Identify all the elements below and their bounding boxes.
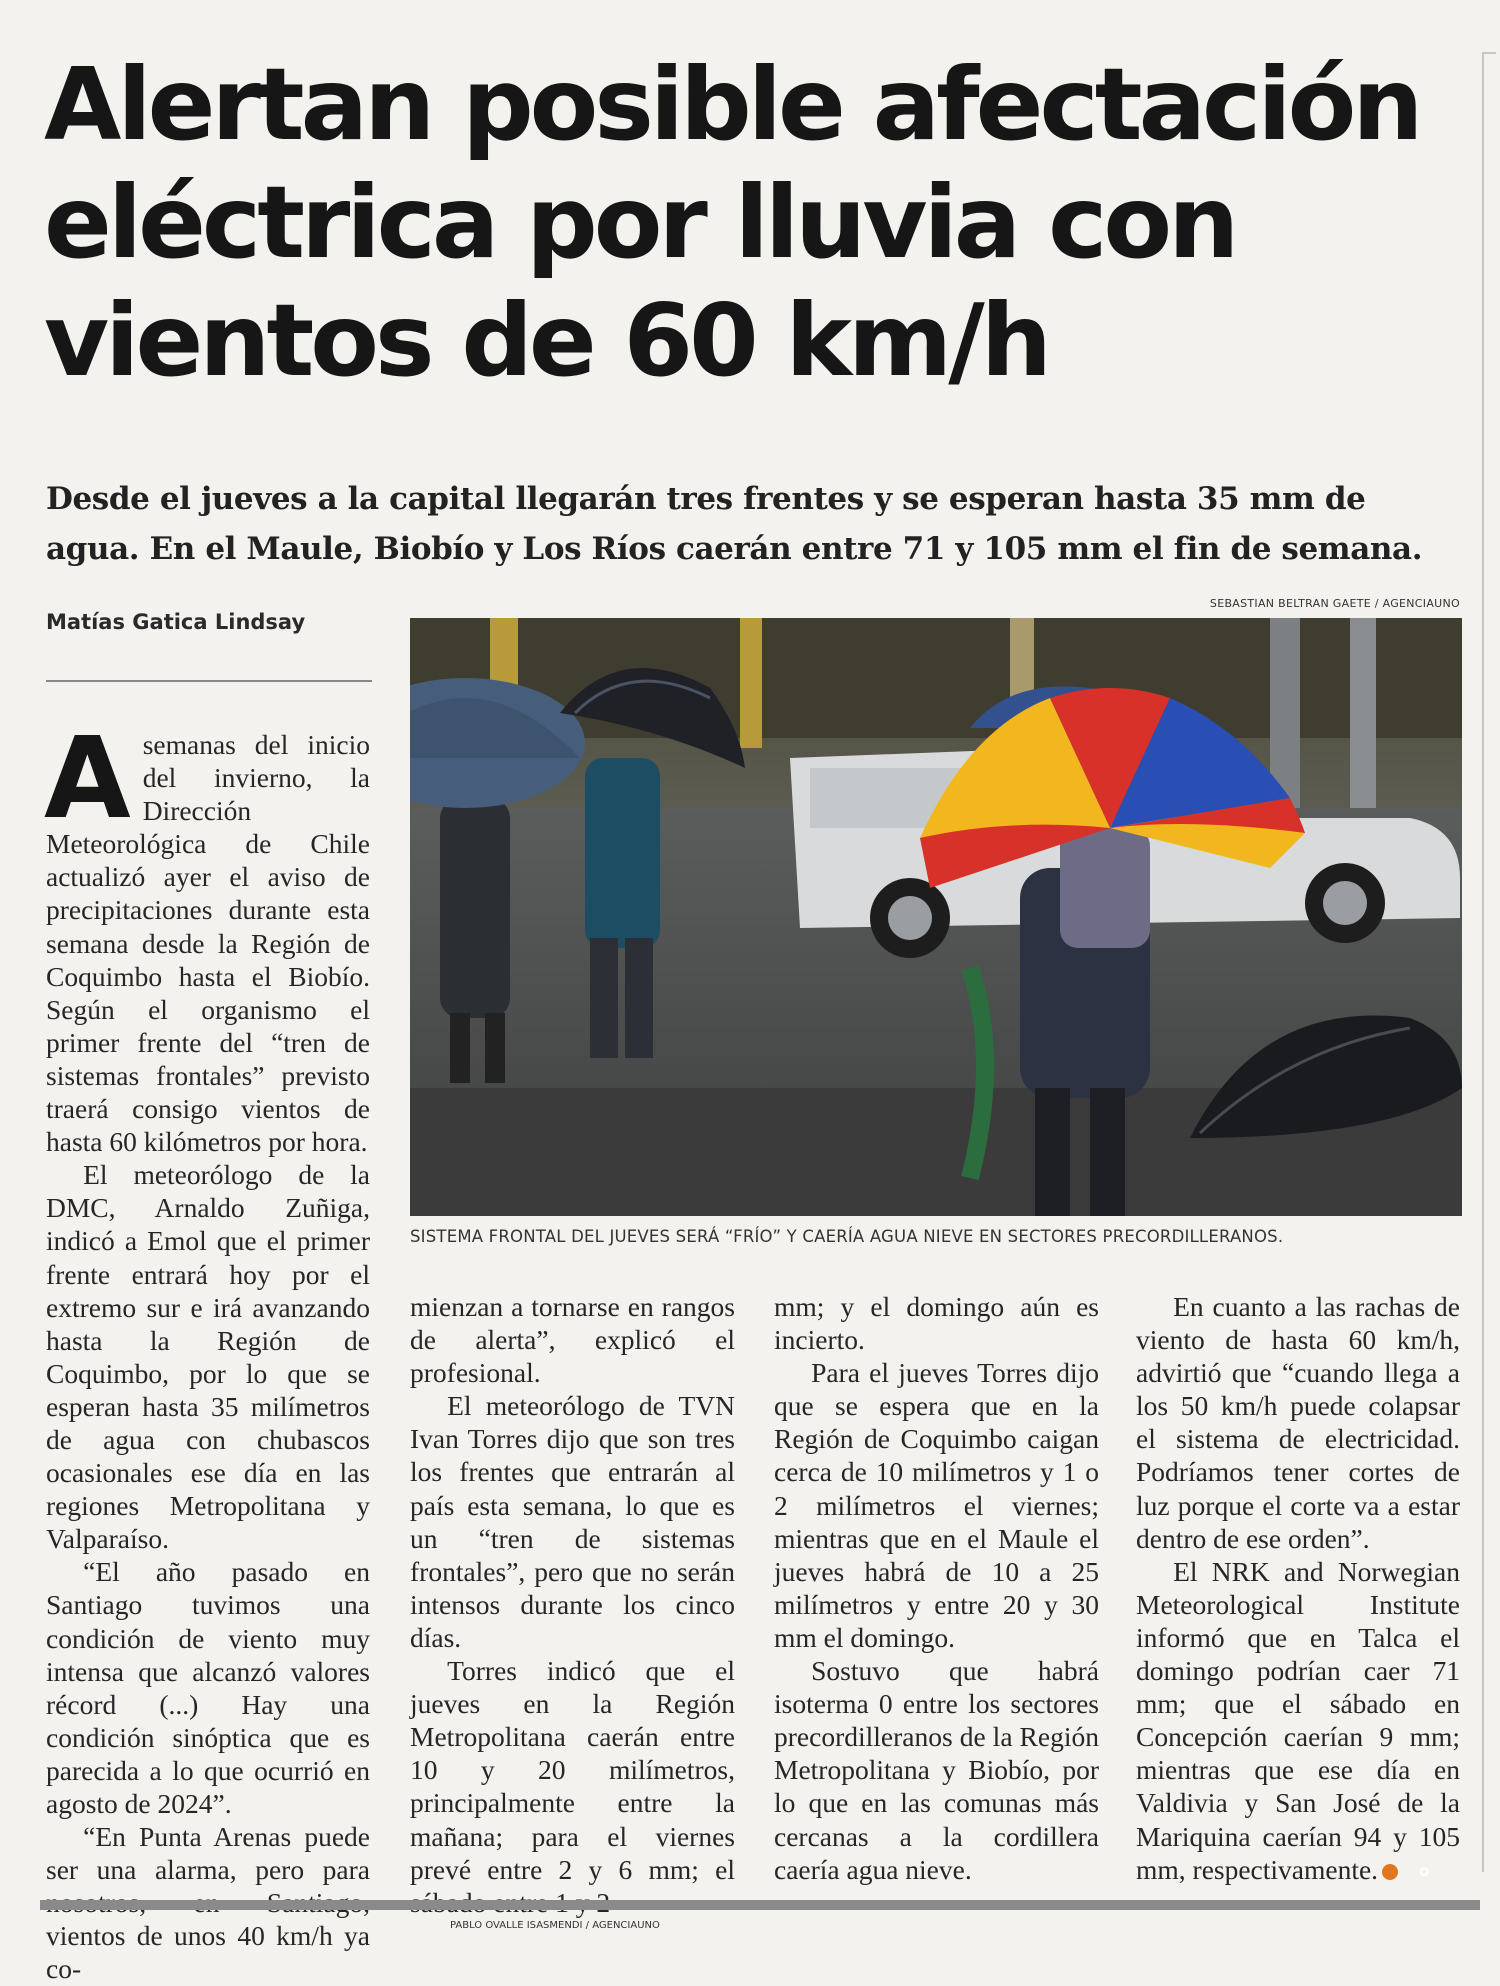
paragraph: En cuanto a las rachas de viento de hasta 60 km/h, advirtió que “cuando llega a los 50 km/h puede colapsar el sistema de electricidad. Podríamos tener cortes de luz porque el corte va a estar dentro de ese orden”. (1136, 1291, 1460, 1554)
paragraph (44, 714, 370, 1158)
photo-credit: SEBASTIAN BELTRAN GAETE / AGENCIAUNO (1209, 597, 1460, 610)
article-column-3 (774, 1290, 1099, 1886)
paragraph: mm; y el domingo aún es incierto. (774, 1291, 1099, 1356)
photo-illustration (410, 618, 1462, 1216)
column-rule-cap (1482, 52, 1496, 54)
paragraph: El meteorólogo de la DMC, Arnaldo Zuñiga, indicó a Emol que el primer frente entrará hoy por el extremo sur e irá avanzando hasta la Región de Coquimbo, por lo que se esperan hasta 35 milímetros de agua con chubascos ocasionales ese día en las regiones Metropolitana y Valparaíso. (46, 1159, 370, 1555)
paragraph-text: semanas del inicio del invierno, la Dirección Meteorológica de Chile actualizó ayer el aviso de precipitaciones durante esta semana desde la Región de Coquimbo hasta el Biobío. Según el organismo el primer frente del “tren de sistemas frontales” previsto traerá consigo vientos de hasta 60 kilómetros por hora. (46, 729, 370, 1158)
paragraph: mienzan a tornarse en rangos de alerta”, explicó el profesional. (410, 1291, 735, 1389)
paragraph (1136, 1555, 1460, 1886)
author-byline: Matías Gatica Lindsay (46, 610, 306, 634)
column-rule (1482, 52, 1484, 1872)
paragraph: “El año pasado en Santiago tuvimos una condición de viento muy intensa que alcanzó valores récord (...) Hay una condición sinóptica que es parecida a lo que ocurrió en agosto de 2024”. (46, 1556, 370, 1819)
article-column-2 (410, 1290, 735, 1919)
paragraph-text: El NRK and Norwegian Meteorological Institute informó que en Talca el domingo podrían caer 71 mm; que el sábado en Concepción caerían 9 mm; mientras que ese día en Valdivia y San José de la Mariquina caerían 94 y 105 mm, respectivamente. (1136, 1555, 1460, 1885)
deck: Desde el jueves a la capital llegarán tres frentes y se esperan hasta 35 mm de agua. En el Maule, Biobío y Los Ríos caerán entre 71 y 105 mm el fin de semana. (46, 481, 1423, 567)
rain-street-photo (410, 618, 1462, 1216)
paragraph: Sostuvo que habrá isoterma 0 entre los sectores precordilleranos de la Región Metropolitana y Biobío, por lo que en las comunas más cercanas a la cordillera caería agua nieve. (774, 1655, 1099, 1885)
page-bottom-bar (40, 1900, 1480, 1910)
drop-cap: A (44, 714, 131, 844)
photo-caption: SISTEMA FRONTAL DEL JUEVES SERÁ “FRÍO” Y CAERÍA AGUA NIEVE EN SECTORES PRECORDILLERANOS. (410, 1227, 1284, 1246)
paragraph: El meteorólogo de TVN Ivan Torres dijo que son tres los frentes que entrarán al país esta semana, lo que es un “tren de sistemas frontales”, pero que no serán intensos durante los cinco días. (410, 1390, 735, 1653)
article-column-4 (1136, 1290, 1460, 1886)
paragraph: Para el jueves Torres dijo que se espera que en la Región de Coquimbo caigan cerca de 10 milímetros y 1 o 2 milímetros el viernes; mientras que en el Maule el jueves habrá de 10 a 25 milímetros y entre 20 y 30 mm el domingo. (774, 1357, 1099, 1653)
paragraph: Torres indicó que el jueves en la Región Metropolitana caerán entre 10 y 20 milímetros, principalmente entre la mañana; para el viernes prevé entre 2 y 6 mm; el (410, 1655, 735, 1885)
paragraph: “En Punta Arenas puede ser una alarma, pero para vientos de unos 40 km/h ya co- (46, 1821, 370, 1985)
end-mark-icon: ✪ (1382, 1864, 1398, 1880)
headline: Alertan posible afectación eléctrica por lluvia con vientos de 60 km/h (44, 46, 1420, 399)
bottom-photo-credit: PABLO OVALLE ISASMENDI / AGENCIAUNO (450, 1920, 660, 1931)
byline-divider (46, 680, 372, 682)
article-column-1 (44, 714, 370, 1986)
